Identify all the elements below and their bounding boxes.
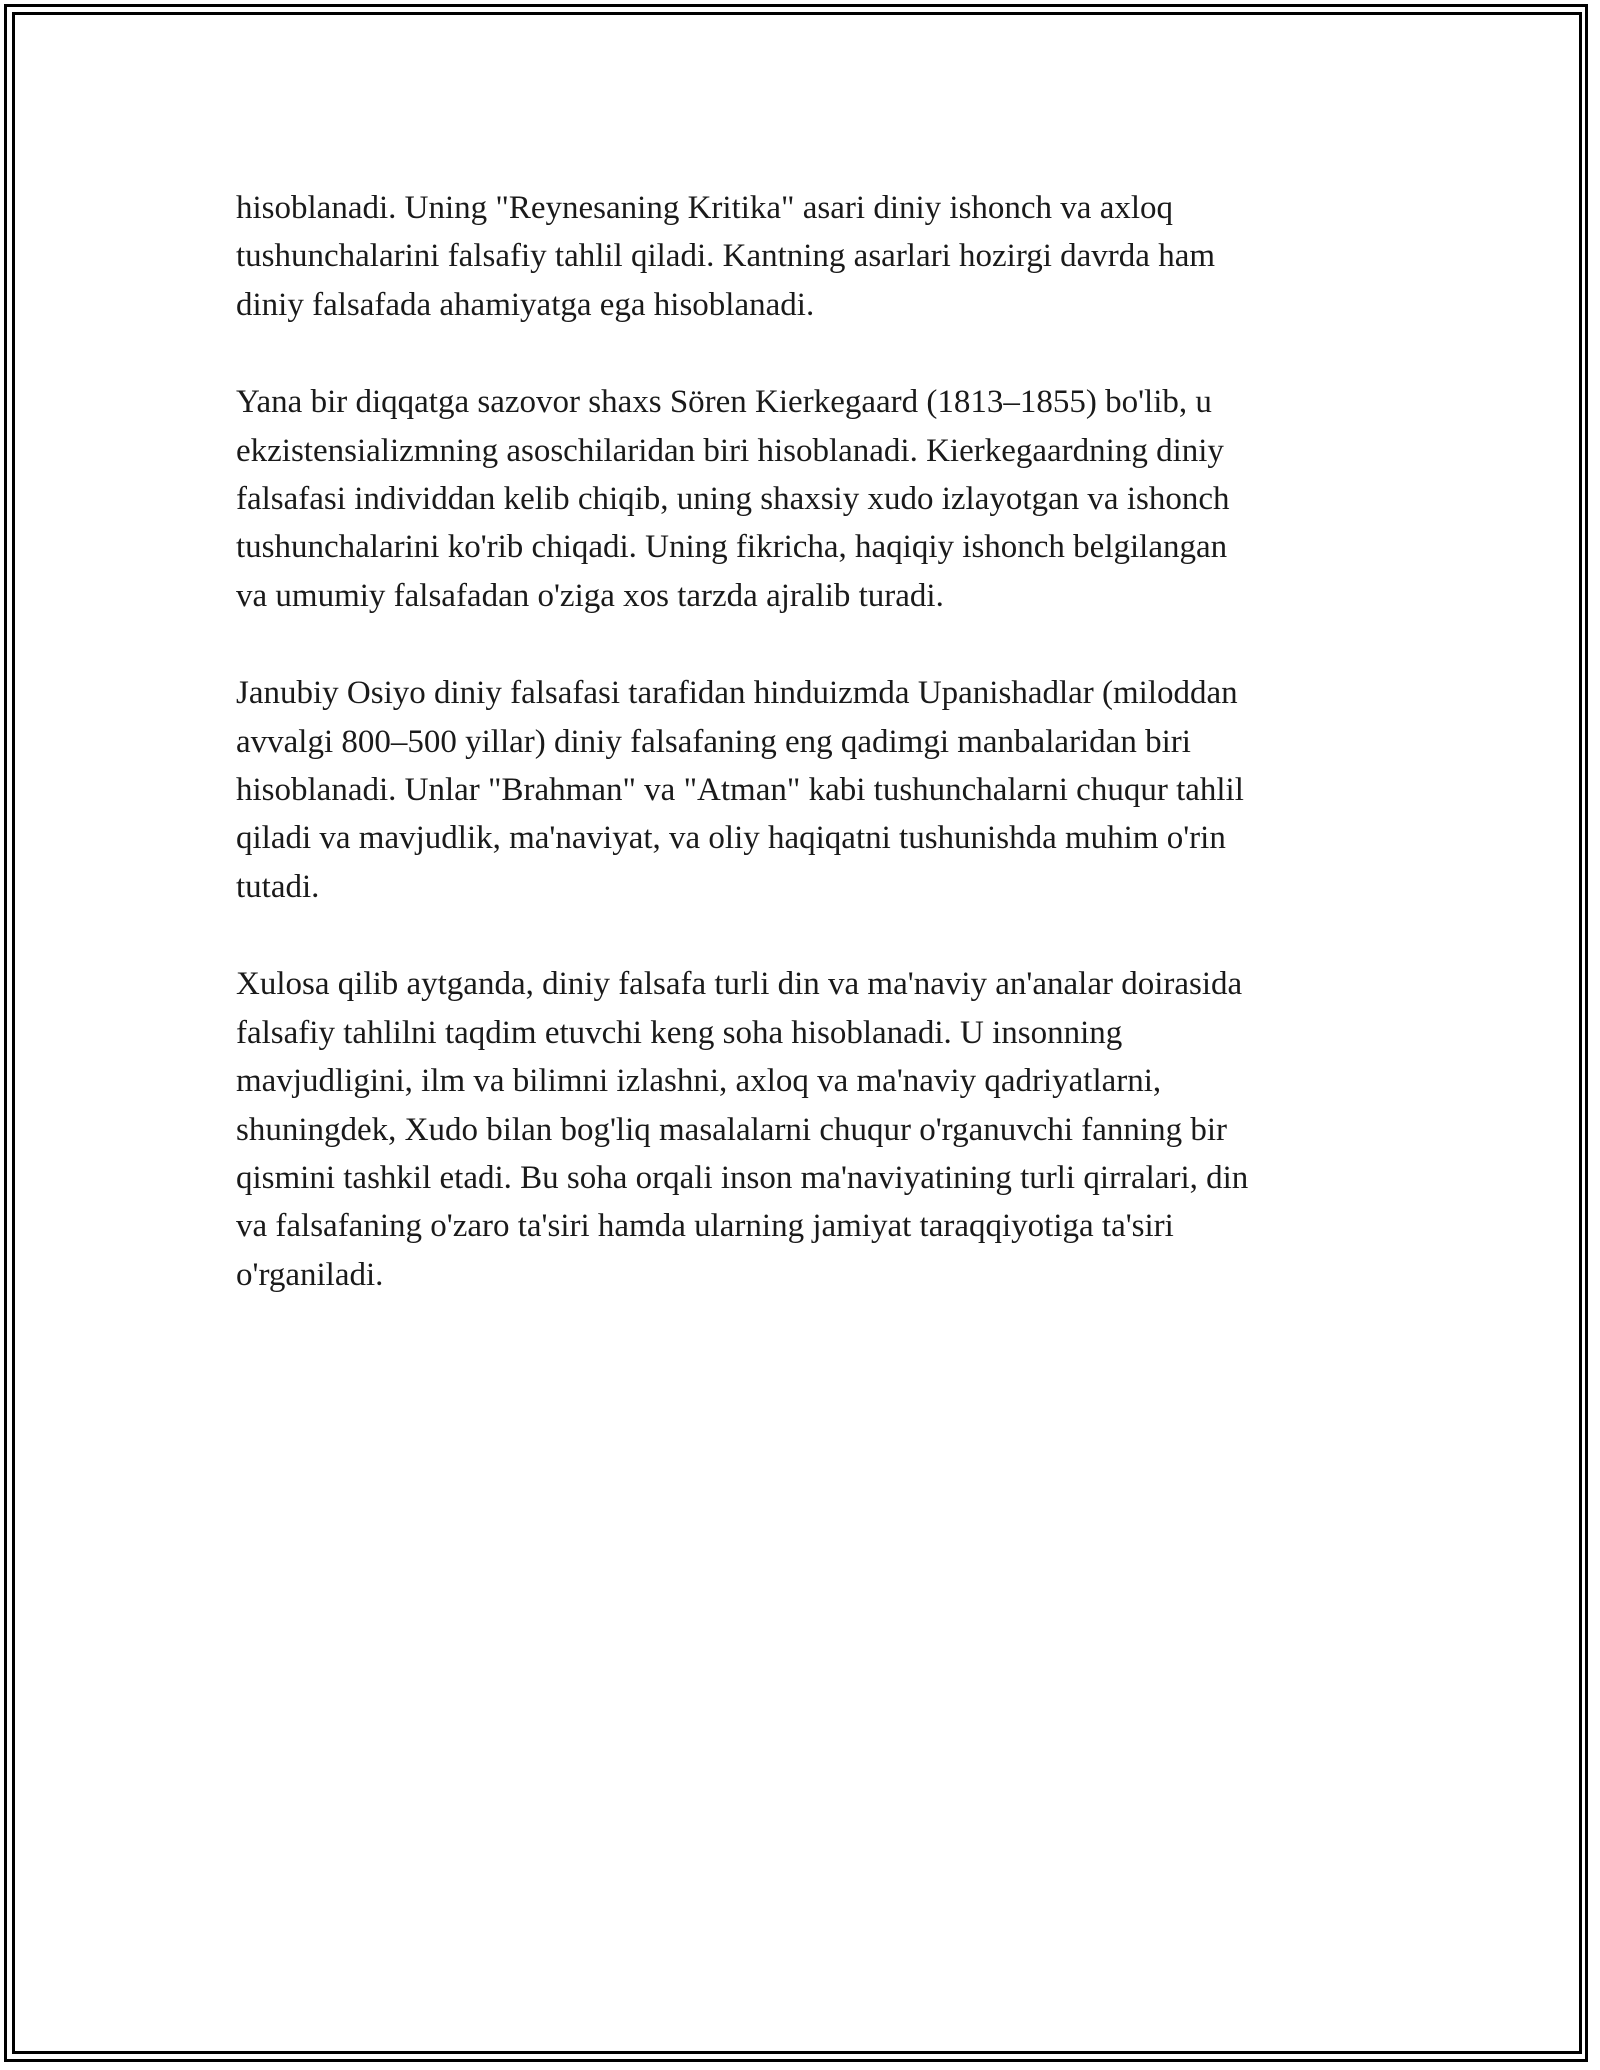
text-line: hisoblanadi. Uning "Reynesaning Kritika" asari diniy ishonch va axloq bbox=[236, 190, 1174, 226]
text-line: va falsafaning o'zaro ta'siri hamda ularning jamiyat taraqqiyotiga ta'siri bbox=[236, 1208, 1174, 1245]
document-body bbox=[236, 184, 1376, 1348]
paragraph-kant bbox=[236, 184, 1376, 329]
text-line: va umumiy falsafadan o'ziga xos tarzda ajralib turadi. bbox=[236, 577, 944, 614]
text-line: tushunchalarini falsafiy tahlil qiladi. Kantning asarlari hozirgi davrda ham bbox=[236, 238, 1216, 275]
text-line: falsafasi individdan kelib chiqib, uning shaxsiy xudo izlayotgan va ishonch bbox=[236, 481, 1230, 518]
text-line: tushunchalarini ko'rib chiqadi. Uning fikricha, haqiqiy ishonch belgilangan bbox=[236, 529, 1228, 566]
paragraph-upanishads bbox=[236, 669, 1376, 911]
paragraph-conclusion bbox=[236, 960, 1376, 1299]
text-line: qismini tashkil etadi. Bu soha orqali inson ma'naviyatining turli qirralari, din bbox=[236, 1159, 1249, 1196]
text-line: Yana bir diqqatga sazovor shaxs Sören Kierkegaard (1813–1855) bo'lib, u bbox=[236, 384, 1212, 421]
text-line: Xulosa qilib aytganda, diniy falsafa turli din va ma'naviy an'analar doirasida bbox=[236, 966, 1243, 1003]
text-line: Janubiy Osiyo diniy falsafasi tarafidan hinduizmda Upanishadlar (miloddan bbox=[236, 675, 1238, 712]
text-line: ekzistensializmning asoschilaridan biri hisoblanadi. Kierkegaardning diniy bbox=[236, 432, 1224, 469]
text-line: shuningdek, Xudo bilan bog'liq masalalarni chuqur o'rganuvchi fanning bir bbox=[236, 1111, 1227, 1148]
text-line: mavjudligini, ilm va bilimni izlashni, axloq va ma'naviy qadriyatlarni, bbox=[236, 1063, 1162, 1100]
text-line: falsafiy tahlilni taqdim etuvchi keng soha hisoblanadi. U insonning bbox=[236, 1014, 1123, 1051]
paragraph-kierkegaard bbox=[236, 378, 1376, 620]
text-line: o'rganiladi. bbox=[236, 1256, 384, 1293]
text-line: diniy falsafada ahamiyatga ega hisoblanadi. bbox=[236, 286, 815, 323]
text-line: qiladi va mavjudlik, ma'naviyat, va oliy haqiqatni tushunishda muhim o'rin bbox=[236, 820, 1226, 857]
text-line: tutadi. bbox=[236, 868, 320, 905]
text-line: hisoblanadi. Unlar "Brahman" va "Atman" kabi tushunchalarni chuqur tahlil bbox=[236, 772, 1244, 809]
text-line: avvalgi 800–500 yillar) diniy falsafaning eng qadimgi manbalaridan biri bbox=[236, 723, 1191, 760]
